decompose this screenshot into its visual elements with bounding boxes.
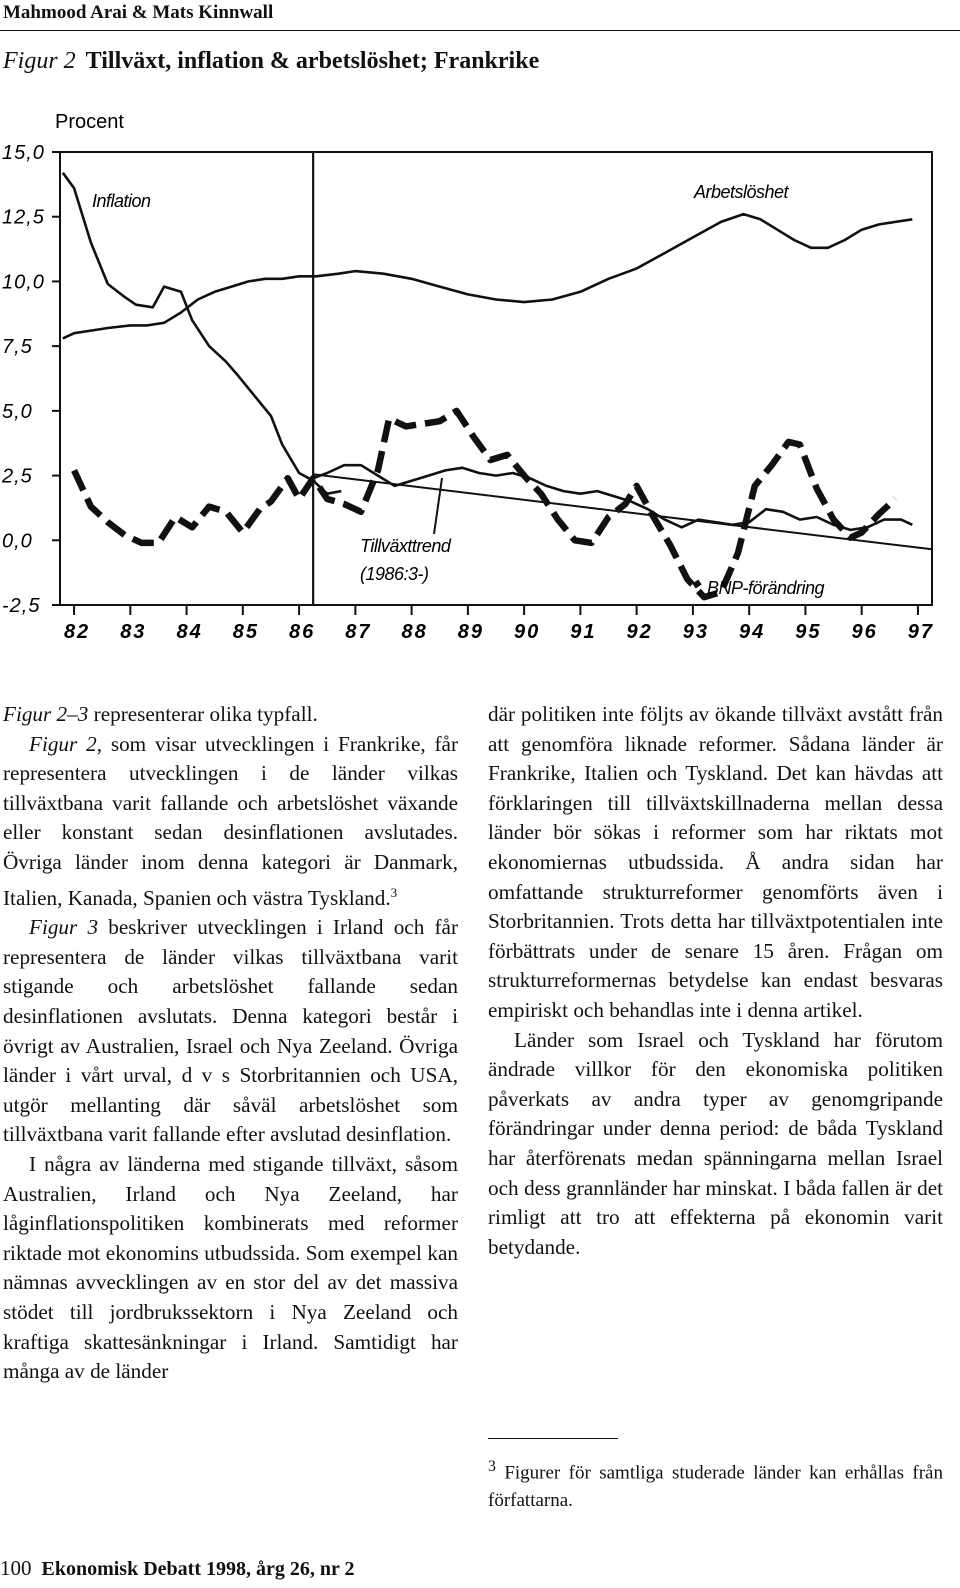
figure-label: Figur 2	[3, 48, 76, 74]
x-tick-label: 93	[682, 621, 710, 643]
series-line-arbetsl-shet	[63, 214, 913, 338]
footnote-rule	[488, 1438, 618, 1439]
x-tick-label: 88	[401, 621, 428, 643]
plot-frame	[60, 152, 932, 605]
paragraph-text: I några av länderna med stigande tillväxt, såsom Australien, Irland och Nya Zeeland, har låginflationspolitiken kombinerats med reformer riktade mot ekonomins utbudssida. Som exempel kan nämnas avvecklingen av en stor del av det massiva stödet till jordbrukssektorn i Nya Zeeland och kraftiga skattesänkningar i Irland. Samtidigt har många av de länder	[3, 1151, 458, 1384]
paragraph-text: där politiken inte följts av ökande tillväxt avstått från att genomföra liknade reformer. Sådana länder är Frankrike, Italien och Tyskland. Det kan hävdas att förklaringen till tillväxtskillnaderna mellan dessa länder bör sökas i reformer som har riktats mot ekonomiernas utbudssida. Å andra sidan har omfattande strukturreformer genomförts även i Storbritannien. Trots detta har tillväxtpotentialen inte förbättrats under de senare 15 åren. Frågan om strukturreformernas betydelse kan endast besvaras empiriskt och behandlas inte i denna artikel.	[488, 702, 943, 1022]
journal-name: Ekonomisk Debatt 1998, årg 26, nr 2	[41, 1558, 355, 1580]
x-tick-label: 86	[288, 621, 316, 643]
x-tick-label: 97	[907, 621, 935, 643]
x-tick-label: 91	[570, 621, 597, 643]
x-tick-label: 94	[739, 621, 766, 643]
page-number: 100	[0, 1556, 32, 1580]
figure-reference: Figur 2	[29, 731, 97, 756]
page-footer	[0, 1556, 355, 1581]
y-tick-label: -2,5	[2, 595, 41, 617]
y-tick-label: 7,5	[2, 336, 33, 359]
annotation-trend-period: (1986:3-)	[360, 564, 429, 584]
figure-caption: Tillväxt, inflation & arbetslöshet; Frankrike	[85, 48, 540, 74]
paragraph	[3, 913, 458, 1150]
annotation-pointer	[694, 582, 700, 586]
annotation-pointer	[434, 478, 442, 534]
x-tick-label: 84	[176, 621, 203, 643]
paragraph-text: Länder som Israel och Tyskland har förutom ändrade villkor för den ekonomiska politiken påverkats av andra typer av genomgripande förändringar under denna period: de båda Tyskland har återförenats medan spänningarna mellan Israel och dess grannländer har minskat. I båda fallen är det rimligt att tro att effekterna på ekonomin varit betydande.	[488, 1027, 943, 1259]
y-tick-label: 2,5	[2, 465, 33, 488]
footnote-number: 3	[488, 1458, 496, 1475]
y-tick-label: 15,0	[2, 142, 45, 164]
annotation-unemployment: Arbetslöshet	[694, 182, 789, 202]
paragraph	[3, 1150, 458, 1387]
paragraph-text: , som visar utvecklingen i Frankrike, får representera utvecklingen i de länder vilkas tillväxtbana varit fallande och arbetslöshet växande eller konstant sedan desinflationen avslutades. Övriga länder inom denna kategori är Danmark, Italien, Kanada, Spanien och västra Tyskland.	[3, 731, 459, 910]
x-tick-label: 87	[345, 621, 372, 643]
running-header	[0, 0, 960, 31]
x-tick-label: 89	[457, 621, 484, 643]
y-tick-label: 12,5	[2, 206, 45, 229]
series-line-inflation	[63, 173, 342, 494]
footnote-text: Figurer för samtliga studerade länder kan erhållas från författarna.	[488, 1462, 943, 1512]
chart	[0, 100, 960, 660]
x-tick-label: 90	[514, 621, 541, 643]
x-tick-label: 96	[851, 621, 878, 643]
x-tick-label: 95	[795, 621, 822, 643]
footnote	[488, 1453, 943, 1515]
x-tick-label: 92	[626, 621, 653, 643]
paragraph-text: representerar olika typfall.	[88, 702, 318, 726]
text-column-right	[488, 700, 943, 1262]
y-tick-label: 5,0	[2, 400, 33, 423]
footnote-ref: 3	[390, 884, 398, 900]
y-tick-label: 0,0	[2, 530, 33, 553]
paragraph	[3, 700, 458, 730]
series-line-gdp	[74, 411, 895, 597]
x-tick-label: 82	[63, 621, 91, 643]
figure-title	[3, 48, 539, 75]
figure-reference: Figur 3	[29, 915, 99, 940]
y-tick-label: 10,0	[2, 271, 45, 294]
annotation-inflation: Inflation	[92, 191, 151, 211]
figure-reference: Figur 2–3	[3, 702, 89, 726]
paragraph	[3, 730, 458, 914]
text-column-left	[3, 700, 458, 1387]
paragraph-text: beskriver utvecklingen i Irland och får representera de länder vilkas tillväxtbana varit stigande och arbetslöshet fallande sedan desinflationen avslutats. Denna kategori består i övrigt av Australien, Israel och Nya Zeeland. Övriga länder i vårt urval, d v s Storbritannien och USA, utgör mellanting där såväl arbetslöshet som tillväxtbana varit fallande efter avslutad desinflation.	[3, 915, 458, 1147]
x-tick-label: 85	[232, 621, 259, 643]
authors: Mahmood Arai & Mats Kinnwall	[3, 2, 274, 23]
x-tick-label: 83	[120, 621, 147, 643]
annotation-gdp: BNP-förändring	[707, 578, 825, 598]
y-axis-label: Procent	[55, 111, 124, 133]
paragraph	[488, 700, 943, 1026]
paragraph	[488, 1026, 943, 1263]
annotation-trend: Tillväxttrend	[360, 536, 451, 556]
